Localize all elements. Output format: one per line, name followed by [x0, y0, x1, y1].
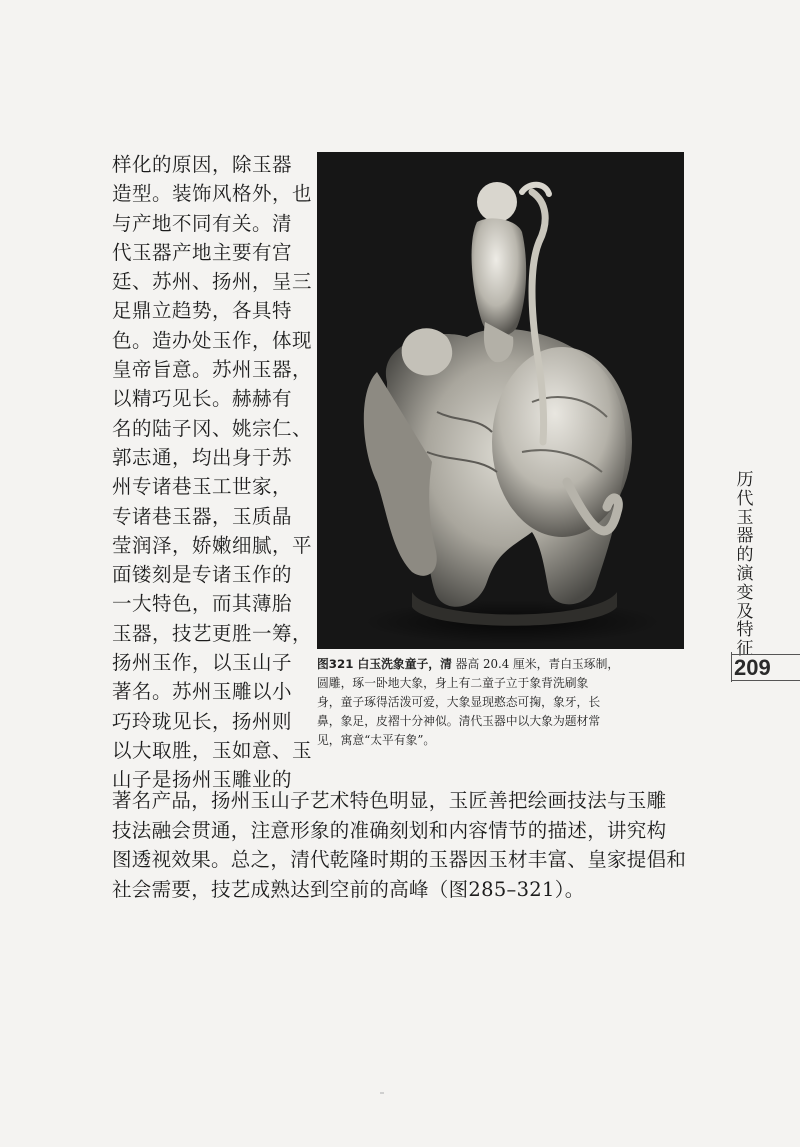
text-line: 名的陆子冈、姚宗仁、: [112, 416, 313, 440]
text-line: 一大特色，而其薄胎: [112, 592, 293, 616]
text-line: 著名产品，扬州玉山子艺术特色明显，玉匠善把绘画技法与玉雕: [112, 789, 667, 812]
figure-caption: [317, 655, 689, 750]
text-line: 图透视效果。总之，清代乾隆时期的玉器因玉材丰富、皇家提倡和: [112, 848, 687, 871]
text-line: 社会需要，技艺成熟达到空前的高峰（图285–321）。: [112, 877, 585, 901]
full-text-column: [112, 786, 692, 904]
caption-line: 见，寓意“太平有象”。: [317, 733, 436, 747]
text-line: 郭志通，均出身于苏: [112, 445, 293, 469]
text-line: 以精巧见长。赫赫有: [112, 387, 293, 411]
text-line: 专诸巷玉器，玉质晶: [112, 504, 293, 528]
chapter-title: 历代玉器的演变及特征: [736, 470, 754, 660]
text-line: 造型。装饰风格外，也: [112, 182, 313, 206]
text-line: 山子是扬州玉雕业的: [112, 768, 293, 792]
text-line: 代玉器产地主要有宫: [112, 240, 293, 264]
text-line: 色。造办处玉作，体现: [112, 328, 313, 352]
text-line: 皇帝旨意。苏州玉器，: [112, 358, 313, 382]
caption-line: 身，童子琢得活泼可爱，大象显现憨态可掬，象牙，长: [317, 695, 601, 709]
figure-title: 图321 白玉洗象童子，清: [317, 657, 452, 671]
text-line: 州专诸巷玉工世家，: [112, 475, 293, 499]
text-line: 莹润泽，娇嫩细腻，平: [112, 533, 313, 557]
text-line: 著名。苏州玉雕以小: [112, 680, 293, 704]
jade-elephant-illustration: [317, 152, 684, 649]
caption-line: 鼻，象足，皮褶十分神似。清代玉器中以大象为题材常: [317, 714, 601, 728]
side-text-column: [112, 150, 313, 795]
text-line: 技法融会贯通，注意形象的准确刻划和内容情节的描述，讲究构: [112, 818, 667, 842]
text-line: 巧玲珑见长，扬州则: [112, 709, 293, 733]
text-line: 扬州玉作，以玉山子: [112, 651, 293, 675]
text-line: 样化的原因，除玉器: [112, 153, 293, 176]
text-line: 廷、苏州、扬州，呈三: [112, 270, 313, 294]
text-line: 以大取胜，玉如意、玉: [112, 738, 313, 762]
chapter-side-tab: [728, 471, 762, 659]
text-line: 面镂刻是专诸玉作的: [112, 563, 293, 587]
page-number: 209: [732, 654, 800, 681]
caption-line: 圆雕，琢一卧地大象，身上有二童子立于象背洗刷象: [317, 676, 589, 690]
text-line: 玉器，技艺更胜一筹，: [112, 621, 313, 645]
text-line: 与产地不同有关。清: [112, 211, 293, 235]
caption-text: 器高 20.4 厘米，青白玉琢制，: [455, 657, 620, 671]
text-line: 足鼎立趋势，各具特: [112, 299, 293, 323]
caption-first-line: [317, 655, 689, 674]
scan-speck: [380, 1092, 384, 1094]
jade-elephant-photo: [317, 152, 684, 649]
